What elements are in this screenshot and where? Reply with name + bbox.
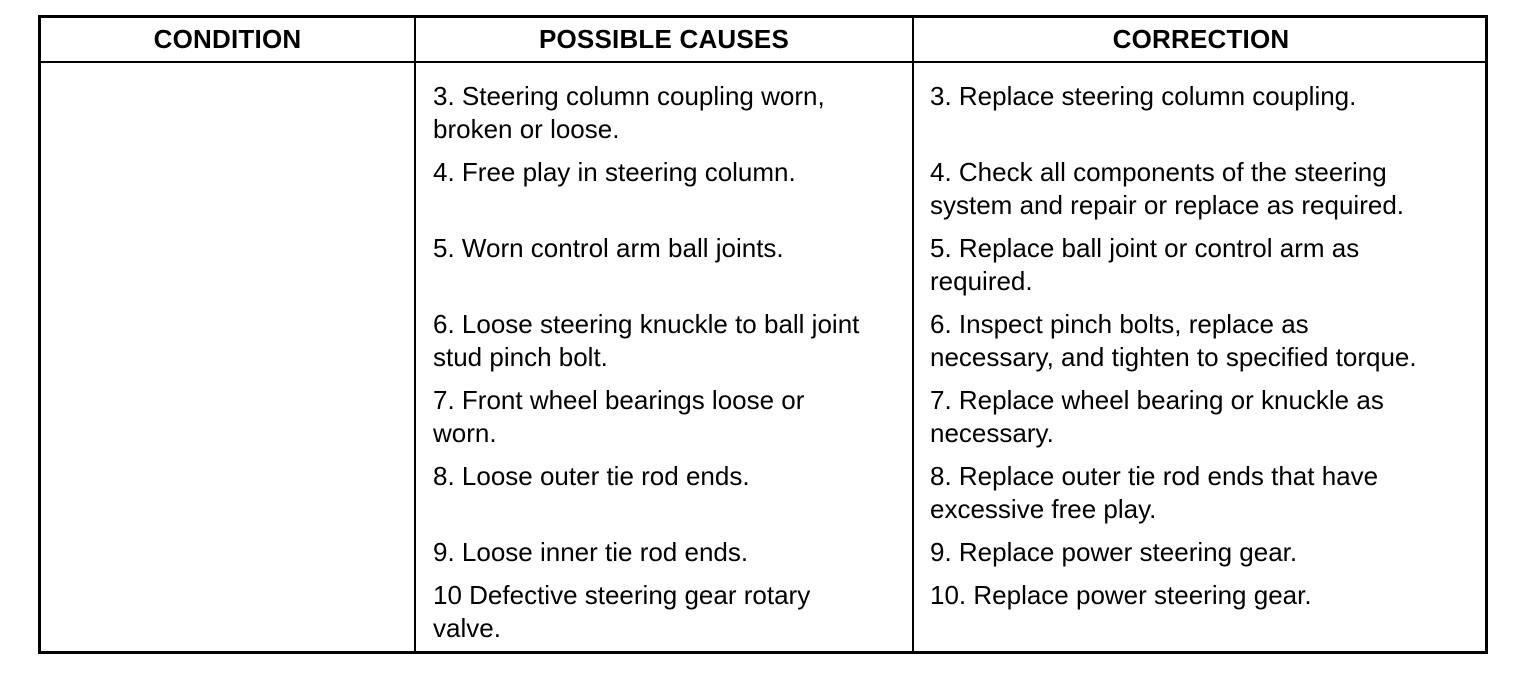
correction-cell: 3. Replace steering column coupling.	[930, 81, 1357, 111]
header-condition: CONDITION	[153, 24, 302, 54]
correction-cell: 9. Replace power steering gear.	[930, 537, 1298, 567]
correction-cell: 6. Inspect pinch bolts, replace as necessary, and tighten to specified torque.	[930, 309, 1417, 372]
column-divider	[414, 18, 416, 651]
cause-cell: 4. Free play in steering column.	[433, 157, 796, 187]
cause-cell: 8. Loose outer tie rod ends.	[433, 461, 750, 491]
correction-cell: 7. Replace wheel bearing or knuckle as necessary.	[930, 385, 1384, 448]
correction-cell: 8. Replace outer tie rod ends that have excessive free play.	[930, 461, 1379, 524]
cause-cell: 9. Loose inner tie rod ends.	[433, 537, 749, 567]
header-divider	[41, 61, 1485, 63]
header-possible-causes: POSSIBLE CAUSES	[538, 24, 790, 54]
correction-cell: 10. Replace power steering gear.	[930, 580, 1312, 610]
cause-cell: 5. Worn control arm ball joints.	[433, 233, 784, 263]
correction-cell: 4. Check all components of the steering system and repair or replace as required.	[930, 157, 1405, 220]
cause-cell: 7. Front wheel bearings loose or worn.	[433, 385, 805, 448]
header-correction: CORRECTION	[1112, 24, 1290, 54]
correction-cell: 5. Replace ball joint or control arm as required.	[930, 233, 1360, 296]
cause-cell: 6. Loose steering knuckle to ball joint stud pinch bolt.	[433, 309, 860, 372]
diagnosis-table	[38, 15, 1488, 654]
column-divider	[912, 18, 914, 651]
cause-cell: 10 Defective steering gear rotary valve.	[433, 580, 811, 643]
cause-cell: 3. Steering column coupling worn, broken or loose.	[433, 81, 825, 144]
